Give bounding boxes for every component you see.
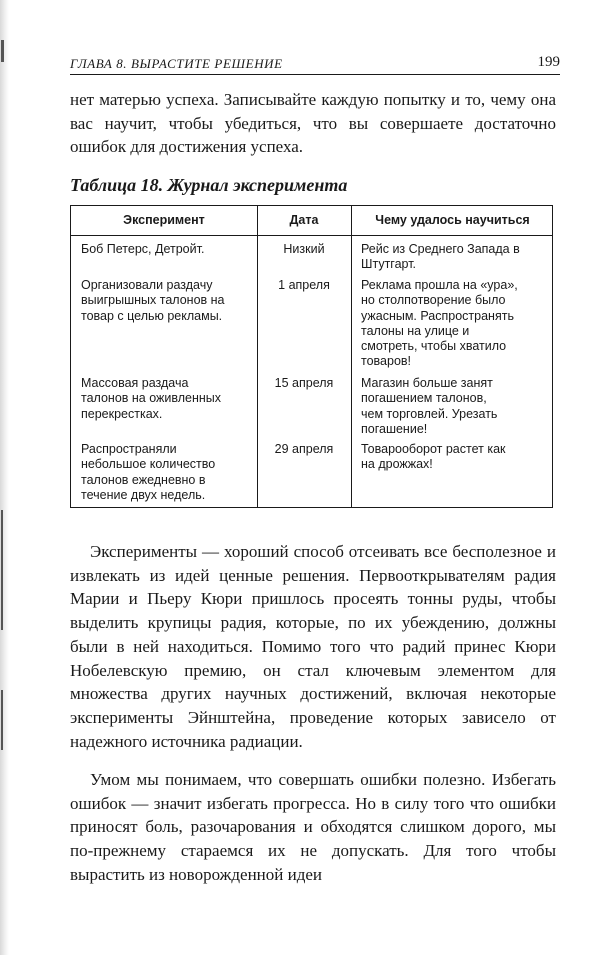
column-header-date: Дата (289, 213, 319, 227)
scan-artifact (1, 690, 3, 750)
table-cell-lesson: Магазин больше занят погашением талонов, чем торговлей. Урезать погашение! (361, 376, 498, 436)
table-cell-experiment: Боб Петерс, Детройт. (81, 242, 205, 256)
table-cell-experiment: Распространяли небольшое количество талонов ежедневно в течение двух недель. (81, 442, 216, 502)
table-cell-experiment: Организовали раздачу выигрышных талонов на товар с целью рекламы. (81, 278, 225, 323)
intro-paragraph: нет матерью успеха. Записывайте каждую попытку и то, чему она вас научит, чтобы убедиться, что вы совершаете достаточно ошибок для достижения успеха. (70, 90, 556, 157)
column-header-experiment: Эксперимент (123, 213, 205, 227)
table-cell-lesson: Товарооборот растет как на дрожжах! (361, 442, 506, 472)
column-header-lesson: Чему удалось научиться (375, 213, 530, 227)
table-cell-lesson: Рейс из Среднего Запада в Штутгарт. (361, 242, 520, 272)
scan-artifact (1, 40, 4, 62)
table-caption: Таблица 18. Журнал эксперимента (70, 175, 348, 195)
table-cell-date: 1 апреля (278, 278, 330, 292)
table-cell-date: Низкий (283, 242, 325, 256)
table-cell-date: 15 апреля (274, 376, 334, 390)
body-paragraph: Умом мы понимаем, что совершать ошибки полезно. Избегать ошибок — значит избегать прогресса. Но в силу того что ошибки приносят боль, разочарования и обходятся слишком дорого, мы по-прежнему стараемся их не допускать. Для того чтобы вырастить из новорожденной идеи (70, 770, 556, 884)
chapter-title: ГЛАВА 8. ВЫРАСТИТЕ РЕШЕНИЕ (70, 56, 283, 71)
running-head (70, 54, 560, 75)
experiment-log-table (70, 205, 553, 508)
scan-edge-shadow (0, 0, 9, 955)
table-cell-date: 29 апреля (274, 442, 334, 456)
table-cell-lesson: Реклама прошла на «ура», но столпотворение было ужасным. Распространять талоны на улице и смотреть, чтобы хватило товаров! (361, 278, 518, 369)
body-paragraph: Эксперименты — хороший способ отсеивать все бесполезное и извлекать из идей ценные решения. Первооткрывателям радия Марии и Пьеру Кюри пришлось просеять тонны руды, чтобы выделить крупицы радия, которые, по их убеждению, должны были в ней находиться. Помимо того что радий принес Кюри Нобелевскую премию, он стал ключевым элементом для множества других научных достижений, включая некоторые эксперименты Эйнштейна, проведение которых зависело от надежного источника радиации. (70, 542, 556, 751)
table-cell-experiment: Массовая раздача талонов на оживленных перекрестках. (81, 376, 222, 421)
table-header-rule (71, 235, 552, 236)
table-column-divider (351, 206, 352, 507)
page-number: 199 (537, 54, 560, 70)
scan-artifact (1, 510, 3, 630)
